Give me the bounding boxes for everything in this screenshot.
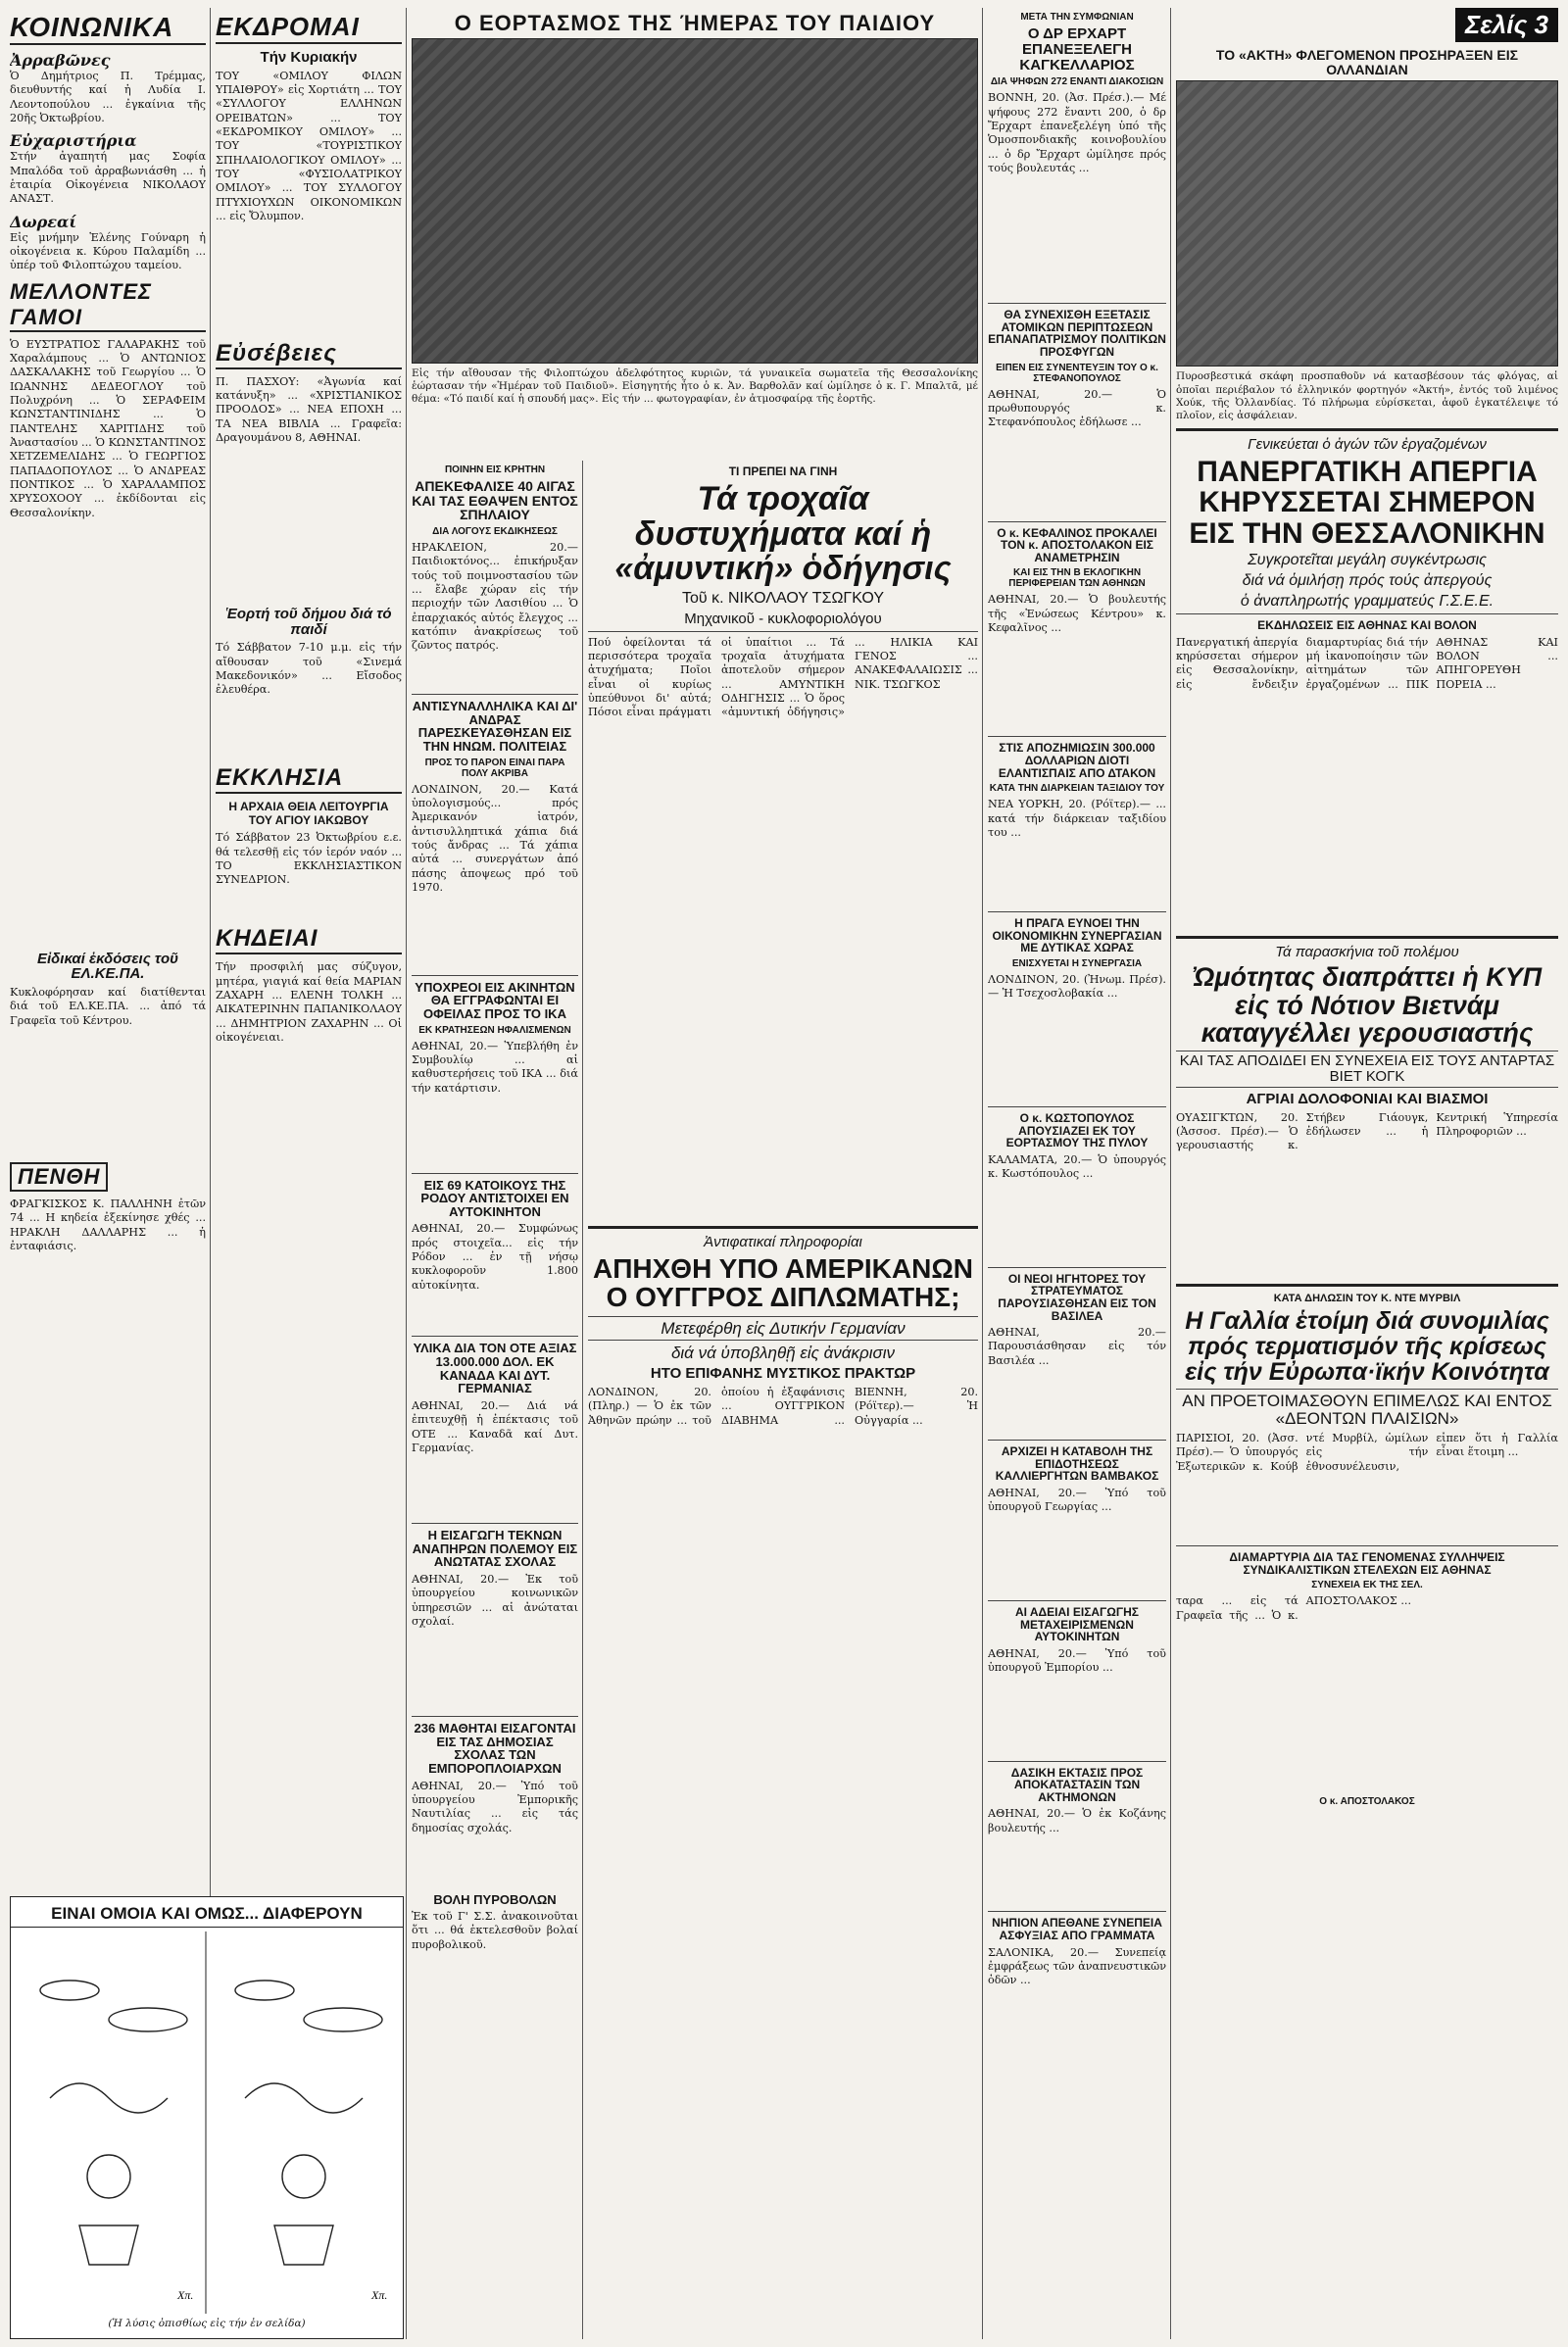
article-text: Ὁ ΕΥΣΤΡΑΤΙΟΣ ΓΑΛΑΡΑΚΗΣ τοῦ Χαραλάμπους ... Ὁ ΑΝΤΩΝΙΟΣ ΔΑΣΚΑΛΑΚΗΣ τοῦ Γεωργίου ... Ὁ ΙΩΑΝΝΗΣ ΔΕΔΕΟΓΛΟΥ τοῦ Πολυχρόνη ... Ὁ ΣΕΡΑΦΕΙΜ ΚΩΝΣΤΑΝΤΙΝΙΔΗΣ ... Ὁ ΠΑΝΤΕΛΗΣ ΧΑΡΙΤΙΔΗΣ τοῦ Ἀναστασίου ... Ὁ ΚΩΝΣΤΑΝΤΙΝΟΣ ΧΕΤΖΕΜΕΛΙΔΗΣ ... Ὁ ΓΕΩΡΓΙΟΣ ΠΑΠΑΔΟΠΟΥΛΟΣ ... Ὁ ΑΝΔΡΕΑΣ ΠΟΝΤΙΚΟΣ ... Ὁ ΧΑΡΑΛΑΜΠΟΣ ΧΡΥΣΟΧΟΟΥ ... ἐκδίδονται εἰς Θεσσαλονίκην. — [10, 337, 206, 519]
kicker: ΜΕΤΑ ΤΗΝ ΣΥΜΦΩΝΙΑΝ — [1020, 12, 1134, 23]
divider — [988, 736, 1166, 737]
subsection-title: Ἀρραβῶνες — [10, 51, 111, 70]
divider — [412, 975, 578, 976]
article-text: Ἐκ τοῦ Γ' Σ.Σ. ἀνακοινοῦται ὅτι ... θά ἐκτελεσθοῦν βολαί πυροβολικοῦ. — [412, 1910, 578, 1951]
divider — [412, 1716, 578, 1717]
divider — [588, 1226, 978, 1229]
article-text: ΝΕΑ ΥΟΡΚΗ, 20. (Ρόϊτερ).— ... κατά τήν διάρκειαν ταξιδίου του ... — [988, 798, 1166, 839]
byline: Τοῦ κ. ΝΙΚΟΛΑΟΥ ΤΣΩΓΚΟΥ — [681, 590, 885, 608]
cartoon-panel — [10, 1896, 404, 2339]
cartoon-caption: (Ἡ λύσις ὀπισθίως εἰς τήν ἐν σελίδα) — [108, 2317, 306, 2329]
page-number-box: Σελίς 3 — [1455, 8, 1558, 42]
headline: ΤΟ «ΑΚΤΗ» ΦΛΕΓΟΜΕΝΟΝ ΠΡΟΣΗΡΑΞΕΝ ΕΙΣ ΟΛΛΑΝΔΙΑΝ — [1215, 47, 1519, 77]
headline: ΘΑ ΣΥΝΕΧΙΣΘΗ ΕΞΕΤΑΣΙΣ ΑΤΟΜΙΚΩΝ ΠΕΡΙΠΤΩΣΕΩΝ ΕΠΑΝΑΠΑΤΡΙΣΜΟΥ ΠΟΛΙΤΙΚΩΝ ΠΡΟΣΦΥΓΩΝ — [988, 308, 1166, 360]
subheadline: ΕΚ ΚΡΑΤΗΣΕΩΝ ΗΦΑΛΙΣΜΕΝΩΝ — [418, 1024, 571, 1036]
article-text: ΑΘΗΝΑΙ, 20.— Ὁ βουλευτής τῆς «Ἑνώσεως Κέντρου» κ. Κεφαλῖνος ... — [988, 593, 1166, 635]
headline: Ο ΕΟΡΤΑΣΜΟΣ ΤΗΣ ΉΜΕΡΑΣ ΤΟΥ ΠΑΙΔΙΟΥ — [454, 11, 936, 35]
divider — [412, 1336, 578, 1337]
subheadline: ΕΙΠΕΝ ΕΙΣ ΣΥΝΕΝΤΕΥΞΙΝ ΤΟΥ Ο κ. ΣΤΕΦΑΝΟΠΟΥΛΟΣ — [996, 362, 1158, 384]
article-text: ΛΟΝΔΙΝΟΝ, 20. (Ἠνωμ. Πρέσ).— Ἡ Τσεχοσλοβακία ... — [988, 972, 1166, 1001]
headline: ΒΟΛΗ ΠΥΡΟΒΟΛΩΝ — [433, 1891, 557, 1907]
subheadline: ΑΓΡΙΑΙ ΔΟΛΟΦΟΝΙΑΙ ΚΑΙ ΒΙΑΣΜΟΙ — [1246, 1090, 1489, 1107]
article-text: ταρα ... εἰς τά Γραφεῖα τῆς ... Ὁ κ. ΑΠΟΣΤΟΛΑΚΟΣ ... — [1176, 1594, 1412, 1622]
article-text: ΟΥΑΣΙΓΚΤΩΝ, 20. (Ἀσσοσ. Πρέσ).— Ὁ γερουσιαστής κ. Στήβεν Γιάουγκ, ἐδήλωσεν ... ἡ Κεντρική Ὑπηρεσία Πληροφοριῶν ... — [1176, 1110, 1558, 1152]
headline: Ο ΔΡ ΕΡΧΑΡΤ ΕΠΑΝΕΞΕΛΕΓΗ ΚΑΓΚΕΛΛΑΡΙΟΣ — [1019, 25, 1135, 73]
article-text: ΒΟΝΝΗ, 20. (Ἀσ. Πρέσ.).— Μέ ψήφους 272 ἔναντι 200, ὁ δρ Ἔρχαρτ ἐπανεξελέγη ὑπό τῆς Ὁμοσπονδιακῆς κοινοβουλίου ... ὁ δρ Ἔρχαρτ ὡμίλησε πρός τούς βουλευτάς ... — [988, 91, 1166, 174]
subsection-title: Δωρεαί — [10, 212, 77, 231]
divider — [988, 1911, 1166, 1912]
headline: Η ΕΙΣΑΓΩΓΗ ΤΕΚΝΩΝ ΑΝΑΠΗΡΩΝ ΠΟΛΕΜΟΥ ΕΙΣ ΑΝΩΤΑΤΑΣ ΣΧΟΛΑΣ — [412, 1528, 578, 1570]
subheadline: ΔΙΑ ΨΗΦΩΝ 272 ΕΝΑΝΤΙ ΔΙΑΚΟΣΙΩΝ — [990, 76, 1164, 88]
divider — [988, 1600, 1166, 1601]
headline: ΑΠΕΚΕΦΑΛΙΣΕ 40 ΑΙΓΑΣ ΚΑΙ ΤΑΣ ΕΘΑΨΕΝ ΕΝΤΟΣ ΣΠΗΛΑΙΟΥ — [412, 478, 578, 523]
headline: ΠΑΝΕΡΓΑΤΙΚΗ ΑΠΕΡΓΙΑ ΚΗΡΥΣΣΕΤΑΙ ΣΗΜΕΡΟΝ ΕΙΣ ΤΗΝ ΘΕΣΣΑΛΟΝΙΚΗΝ — [1189, 455, 1545, 550]
cartoon-drawing — [11, 1931, 401, 2314]
kicker: Τά παρασκήνια τοῦ πολέμου — [1275, 943, 1459, 960]
headline: ΣΤΙΣ ΑΠΟΖΗΜΙΩΣΙΝ 300.000 ΔΟΛΛΑΡΙΩΝ ΔΙΟΤΙ ΕΛΑΝΤΙΣΠΑΙΣ ΑΠΟ ΔΤΑΚΟΝ — [998, 741, 1156, 780]
divider — [412, 694, 578, 695]
article-text: ΛΟΝΔΙΝΟΝ, 20. (Πληρ.) — Ὁ ἐκ τῶν Ἀθηνῶν πρώην ... τοῦ ὁποίου ἡ ἐξαφάνισις ... ΟΥΓΓΡΙΚΟΝ ΔΙΑΒΗΜΑ ... ΒΙΕΝΝΗ, 20. (Ρόϊτερ).— Ἡ Οὐγγαρία ... — [588, 1385, 978, 1427]
section-title-ekklisia: ΕΚΚΛΗΣΙΑ — [216, 764, 402, 794]
headline: Ο κ. ΚΩΣΤΟΠΟΥΛΟΣ ΑΠΟΥΣΙΑΖΕΙ ΕΚ ΤΟΥ ΕΟΡΤΑΣΜΟΥ ΤΗΣ ΠΥΛΟΥ — [1005, 1110, 1149, 1150]
article-text: Τό Σάββατον 23 Ὀκτωβρίου ε.ε. θά τελεσθῇ εἰς τόν ἱερόν ναόν ... ΤΟ ΕΚΚΛΗΣΙΑΣΤΙΚΟΝ ΣΥΝΕΔΡΙΟΝ. — [216, 831, 402, 887]
article-text: ΑΘΗΝΑΙ, 20.— Ὑπεβλήθη ἐν Συμβουλίῳ ... αἱ καθυστερήσεις τοῦ ΙΚΑ ... διά τήν κατάρτισιν. — [412, 1039, 578, 1095]
article-text: ΛΟΝΔΙΝΟΝ, 20.— Κατά ὑπολογισμούς... πρός Ἀμερικανόν ἰατρόν, ἀντισυλληπτικά χάπια διά τούς ἄνδρας ... Τά χάπια αὐτά ... συνεργάτων ἀπό πάσης ἀποψεως πρό τοῦ 1970. — [412, 782, 578, 894]
subsection-title: Η ΑΡΧΑΙΑ ΘΕΙΑ ΛΕΙΤΟΥΡΓΙΑ ΤΟΥ ΑΓΙΟΥ ΙΑΚΩΒΟΥ — [228, 800, 389, 828]
photo-caption: Εἰς τήν αἴθουσαν τῆς Φιλοπτώχου ἀδελφότητος κυριῶν, τά γυναικεῖα σωματεῖα τῆς Θεσσαλονίκης ἑώρτασαν τήν «Ἡμέραν τοῦ Παιδιοῦ». Εἰσηγητής ἦτο ὁ κ. Ἀν. Βαρθολᾶν καί ὡμίλησε ὁ κ. Γ. Μπαλτᾶ, μέ θέμα: «Τό παιδί καί ἡ σπουδή μας». Εἰς τήν ... φωτογραφίαν, ἐν ἀτμοσφαίρᾳ τῆς ἑορτῆς. — [412, 367, 978, 406]
article-text: ΑΘΗΝΑΙ, 20.— Διά νά ἐπιτευχθῇ ἡ ἐπέκτασις τοῦ ΟΤΕ ... Καναδᾶ καί Δυτ. Γερμανίας. — [412, 1399, 578, 1455]
divider — [988, 911, 1166, 912]
subheadline: ΚΑΙ ΕΙΣ ΤΗΝ Β ΕΚΛΟΓΙΚΗΝ ΠΕΡΙΦΕΡΕΙΑΝ ΤΩΝ ΑΘΗΝΩΝ — [1008, 567, 1146, 590]
article-text: Ὁ Δημήτριος Π. Τρέμμας, διευθυντής καί ἡ Λυδία Ι. Λεοντοπούλου ... ἐγκαίνια τῆς 20ῆς Ὀκτωβρίου. — [10, 70, 206, 124]
kicker: ΤΙ ΠΡΕΠΕΙ ΝΑ ΓΙΝΗ — [728, 465, 838, 478]
headline: Η Γαλλία ἑτοίμη διά συνομιλίας πρός τερματισμόν τῆς κρίσεως εἰς τήν Εὐρωπα·ϊκήν Κοινότητα — [1185, 1306, 1549, 1387]
headline: ΥΛΙΚΑ ΔΙΑ ΤΟΝ ΟΤΕ ΑΞΙΑΣ 13.000.000 ΔΟΛ. ΕΚ ΚΑΝΑΔΑ ΚΑΙ ΔΥΤ. ΓΕΡΜΑΝΙΑΣ — [413, 1341, 577, 1396]
subheadline: Μετεφέρθη εἰς Δυτικήν Γερμανίαν — [588, 1316, 978, 1342]
subheadline: ὁ ἀναπληρωτής γραμματεύς Γ.Σ.Ε.Ε. — [1176, 594, 1558, 614]
subheadline: διά νά ὁμιλήσῃ πρός τούς ἀπεργούς — [1242, 571, 1493, 589]
article-traffic — [588, 461, 978, 1210]
article-text: ΑΘΗΝΑΙ, 20.— Ὑπό τοῦ ὑπουργοῦ Γεωργίας ... — [988, 1486, 1166, 1514]
column-news-b — [988, 8, 1166, 2339]
section-title-eusebeis: Εὐσέβειες — [216, 340, 402, 369]
section-title-kideiai: ΚΗΔΕΙΑΙ — [216, 925, 402, 954]
article-text: ΑΘΗΝΑΙ, 20.— Συμφώνως πρός στοιχεῖα... εἰς τήν Ρόδον ... ἐν τῇ νήσῳ κυκλοφοροῦν 1.800 αὐτοκίνητα. — [412, 1222, 578, 1292]
kicker: ΚΑΤΑ ΔΗΛΩΣΙΝ ΤΟΥ Κ. ΝΤΕ ΜΥΡΒΙΛ — [1273, 1292, 1461, 1304]
kicker: Ἀντιφατικαί πληροφορίαι — [704, 1234, 862, 1250]
headline: 236 ΜΑΘΗΤΑΙ ΕΙΣΑΓΟΝΤΑΙ ΕΙΣ ΤΑΣ ΔΗΜΟΣΙΑΣ ΣΧΟΛΑΣ ΤΩΝ ΕΜΠΟΡΟΠΛΟΙΑΡΧΩΝ — [414, 1720, 576, 1776]
headline: Τά τροχαῖα δυστυχήματα καί ἡ «ἀμυντική» ὁδήγησις — [614, 480, 952, 588]
subheadline: ΚΑΙ ΤΑΣ ΑΠΟΔΙΔΕΙ ΕΝ ΣΥΝΕΧΕΙΑ ΕΙΣ ΤΟΥΣ ΑΝΤΑΡΤΑΣ ΒΙΕΤ ΚΟΓΚ — [1176, 1051, 1558, 1088]
article-text: ΚΑΛΑΜΑΤΑ, 20.— Ὁ ὑπουργός κ. Κωστόπουλος ... — [988, 1152, 1166, 1181]
headline: ΔΑΣΙΚΗ ΕΚΤΑΣΙΣ ΠΡΟΣ ΑΠΟΚΑΤΑΣΤΑΣΙΝ ΤΩΝ ΑΚΤΗΜΟΝΩΝ — [1010, 1765, 1144, 1804]
section-title-penthi: ΠΕΝΘΗ — [10, 1162, 108, 1192]
photo-ship-fire — [1176, 80, 1558, 367]
divider — [988, 521, 1166, 522]
article-text: ΗΡΑΚΛΕΙΟΝ, 20.— Παιδιοκτόνος... ἐπικήρυξαν τούς τοῦ ποιμνοστασίου τῶν ... ἔλαβε χώραν εἰς τήν περιοχήν τῶν Λασιθίου ... Ὁ ἐπαρχιακός αὐτός ἔλεγχος ... κατόπιν ἀνακρίσεως τοῦ ζῶντος πατρός. — [412, 541, 578, 653]
cartoon-title: ΕΙΝΑΙ ΟΜΟΙΑ ΚΑΙ ΟΜΩΣ... ΔΙΑΦΕΡΟΥΝ — [11, 1901, 403, 1928]
article-text: Τήν προσφιλή μας σύζυγον, μητέρα, γιαγιά καί θεία ΜΑΡΙΑΝ ΖΑΧΑΡΗ ... ΕΛΕΝΗ ΤΟΛΚΗ ... ΑΙΚΑΤΕΡΙΝΗΝ ΠΑΠΑΝΙΚΟΛΑΟΥ ... ΔΗΜΗΤΡΙΟΝ ΖΑΧΑΡΗΝ ... Οἱ οἰκογένειαι. — [216, 960, 402, 1044]
headline: ΕΙΣ 69 ΚΑΤΟΙΚΟΥΣ ΤΗΣ ΡΟΔΟΥ ΑΝΤΙΣΤΟΙΧΕΙ ΕΝ ΑΥΤΟΚΙΝΗΤΟΝ — [420, 1177, 569, 1219]
article-text: Τό Σάββατον 7-10 μ.μ. εἰς τήν αἴθουσαν τοῦ «Σινεμά Μακεδονικόν» ... Εἴσοδος ἐλευθέρα. — [216, 641, 402, 697]
column-right — [1176, 8, 1558, 2339]
article-text: ΑΘΗΝΑΙ, 20.— Ὁ πρωθυπουργός κ. Στεφανόπουλος ἐδήλωσε ... — [988, 387, 1166, 429]
headline: ΔΙΑΜΑΡΤΥΡΙΑ ΔΙΑ ΤΑΣ ΓΕΝΟΜΕΝΑΣ ΣΥΛΛΗΨΕΙΣ ΣΥΝΔΙΚΑΛΙΣΤΙΚΩΝ ΣΤΕΛΕΧΩΝ ΕΙΣ ΑΘΗΝΑΣ — [1229, 1549, 1505, 1577]
article-text: ΑΘΗΝΑΙ, 20.— Ἐκ τοῦ ὑπουργείου κοινωνικῶν ὑπηρεσιῶν ... αἱ ἀνώταται σχολαί. — [412, 1572, 578, 1628]
article-text: ΤΟΥ «ΟΜΙΛΟΥ ΦΙΛΩΝ ΥΠΑΙΘΡΟΥ» εἰς Χορτιάτη ... ΤΟΥ «ΣΥΛΛΟΓΟΥ ΕΛΛΗΝΩΝ ΟΡΕΙΒΑΤΩΝ» ... ΤΟΥ «ΕΚΔΡΟΜΙΚΟΥ ΟΜΙΛΟΥ» ... ΤΟΥ «ΤΟΥΡΙΣΤΙΚΟΥ ΣΠΗΛΑΙΟΛΟΓΙΚΟΥ ΟΜΙΛΟΥ» ... ΤΟΥ «ΦΥΣΙΟΛΑΤΡΙΚΟΥ ΟΜΙΛΟΥ» ... ΤΟΥ ΣΥΛΛΟΓΟΥ ΠΤΥΧΙΟΥΧΩΝ ΟΙΚΟΝΟΜΙΚΩΝ ... εἰς Ὄλυμπον. — [216, 69, 402, 223]
article-text: Π. ΠΑΣΧΟΥ: «Ἀγωνία καί κατάνυξη» ... «ΧΡΙΣΤΙΑΝΙΚΟΣ ΠΡΟΟΔΟΣ» ... ΝΕΑ ΕΠΟΧΗ ... ΤΑ ΝΕΑ ΒΙΒΛΙΑ ... Γραφεῖα: Δραγουμάνου 8, ΑΘΗΝΑΙ. — [216, 374, 402, 445]
article-text: ΣΑΛΟΝΙΚΑ, 20.— Συνεπείᾳ ἐμφράξεως τῶν ἀναπνευστικῶν ὁδῶν ... — [988, 1945, 1166, 1987]
subheadline: ΠΡΟΣ ΤΟ ΠΑΡΟΝ ΕΙΝΑΙ ΠΑΡΑ ΠΟΛΥ ΑΚΡΙΒΑ — [424, 757, 565, 779]
divider — [1176, 428, 1558, 431]
headline: ΑΡΧΙΖΕΙ Η ΚΑΤΑΒΟΛΗ ΤΗΣ ΕΠΙΔΟΤΗΣΕΩΣ ΚΑΛΛΙΕΡΓΗΤΩΝ ΒΑΜΒΑΚΟΣ — [995, 1444, 1159, 1484]
column-divider — [982, 8, 983, 2339]
article-text: Εἰς μνήμην Ἑλένης Γούναρη ἡ οἰκογένεια κ. Κύρου Παλαμίδη ... ὑπέρ τοῦ Φιλοπτώχου ταμείου. — [10, 230, 206, 272]
photo-label: Ο κ. ΑΠΟΣΤΟΛΑΚΟΣ — [1319, 1796, 1415, 1808]
divider — [412, 1523, 578, 1524]
divider — [1176, 1545, 1558, 1546]
headline: ΑΙ ΑΔΕΙΑΙ ΕΙΣΑΓΩΓΗΣ ΜΕΤΑΧΕΙΡΙΣΜΕΝΩΝ ΑΥΤΟΚΙΝΗΤΩΝ — [1015, 1604, 1139, 1644]
article-text: ΠΑΡΙΣΙΟΙ, 20. (Ἀσσ. Πρέσ).— Ὁ ὑπουργός Ἐξωτερικῶν κ. Κούβ ντέ Μυρβίλ, ὡμίλων εἰς τήν ἐθνοσυνέλευσιν, εἶπεν ὅτι ἡ Γαλλία εἶναι ἕτοιμη ... — [1176, 1431, 1558, 1473]
subsection-title: Εἰδικαί ἐκδόσεις τοῦ ΕΛ.ΚΕ.ΠΑ. — [36, 950, 179, 983]
subheadline: ΕΚΔΗΛΩΣΕΙΣ ΕΙΣ ΑΘΗΝΑΣ ΚΑΙ ΒΟΛΟΝ — [1257, 617, 1477, 632]
subheadline: Συγκροτεῖται μεγάλη συγκέντρωσις — [1248, 552, 1487, 569]
subheadline: ΣΥΝΕΧΕΙΑ ΕΚ ΤΗΣ ΣΕΛ. — [1311, 1580, 1423, 1591]
headline: Ὠμότητας διαπράττει ἡ ΚΥΠ εἰς τό Νότιον Βιετνάμ καταγγέλλει γερουσιαστής — [1192, 962, 1543, 1048]
article-text: ΑΘΗΝΑΙ, 20.— Ὑπό τοῦ ὑπουργοῦ Ἐμπορίου ... — [988, 1646, 1166, 1675]
divider — [988, 1440, 1166, 1441]
article-text: Πού ὀφείλονται τά περισσότερα τροχαῖα ἀτυχήματα; Ποῖοι εἶναι οἱ κυρίως ὑπεύθυνοι δι' αὐτά; Πόσοι εἶναι πράγματι οἱ ὑπαίτιοι ... Τά τροχαῖα ἀτυχήματα ἀποτελοῦν σήμερον ... ΑΜΥΝΤΙΚΗ ΟΔΗΓΗΣΙΣ ... Ὁ ὅρος «ἀμυντική ὁδήγησις» ... ΗΛΙΚΙΑ ΚΑΙ ΓΕΝΟΣ ... ΑΝΑΚΕΦΑΛΑΙΩΣΙΣ ... ΝΙΚ. ΤΣΩΓΚΟΣ — [588, 635, 978, 719]
article-text: ΑΘΗΝΑΙ, 20.— Ὁ ἐκ Κοζάνης βουλευτής ... — [988, 1807, 1166, 1834]
subheadline: ΑΝ ΠΡΟΕΤΟΙΜΑΣΘΟΥΝ ΕΠΙΜΕΛΩΣ ΚΑΙ ΕΝΤΟΣ «ΔΕΟΝΤΩΝ ΠΛΑΙΣΙΩΝ» — [1176, 1389, 1558, 1428]
kicker: ΠΟΙΝΗΝ ΕΙΣ ΚΡΗΤΗΝ — [444, 465, 546, 475]
headline: Η ΠΡΑΓΑ ΕΥΝΟΕΙ ΤΗΝ ΟΙΚΟΝΟΜΙΚΗΝ ΣΥΝΕΡΓΑΣΙΑΝ ΜΕ ΔΥΤΙΚΑΣ ΧΩΡΑΣ — [992, 916, 1162, 955]
subheadline: ΗΤΟ ΕΠΙΦΑΝΗΣ ΜΥΣΤΙΚΟΣ ΠΡΑΚΤΩΡ — [650, 1365, 916, 1383]
cartoon-signature: Χπ. — [177, 2287, 194, 2302]
subsection-title: Ἑορτή τοῦ δήμου διά τό παιδί — [225, 605, 392, 638]
headline: ΑΝΤΙΣΥΝΑΛΛΗΛΙΚΑ ΚΑΙ ΔΙ' ΑΝΔΡΑΣ ΠΑΡΕΣΚΕΥΑΣΘΗΣΑΝ ΕΙΣ ΤΗΝ ΗΝΩΜ. ΠΟΛΙΤΕΙΑΣ — [412, 699, 578, 754]
subsection-title: Εὐχαριστήρια — [10, 131, 137, 151]
column-news-a — [412, 461, 578, 2339]
headline: ΟΙ ΝΕΟΙ ΗΓΗΤΟΡΕΣ ΤΟΥ ΣΤΡΑΤΕΥΜΑΤΟΣ ΠΑΡΟΥΣΙΑΣΘΗΣΑΝ ΕΙΣ ΤΟΝ ΒΑΣΙΛΕΑ — [998, 1271, 1156, 1323]
divider — [988, 1761, 1166, 1762]
kicker: Γενικεύεται ὁ ἀγών τῶν ἐργαζομένων — [1248, 435, 1487, 453]
headline: ΝΗΠΙΟΝ ΑΠΕΘΑΝΕ ΣΥΝΕΠΕΙΑ ΑΣΦΥΞΙΑΣ ΑΠΟ ΓΡΑΜΜΑΤΑ — [992, 1916, 1162, 1943]
headline: ΑΠΗΧΘΗ ΥΠΟ ΑΜΕΡΙΚΑΝΩΝ Ο ΟΥΓΓΡΟΣ ΔΙΠΛΩΜΑΤΗΣ; — [592, 1252, 974, 1313]
column-divider — [582, 461, 583, 2339]
photo-children-day — [412, 38, 978, 364]
divider — [988, 1267, 1166, 1268]
divider — [1176, 1284, 1558, 1287]
byline-subtitle: Μηχανικοῦ - κυκλοφοριολόγου — [588, 611, 978, 632]
article-text: Πανεργατική ἀπεργία κηρύσσεται σήμερον εἰς Θεσσαλονίκην, εἰς ἔνδειξιν διαμαρτυρίας διά τήν μή ἱκανοποίησιν τῶν αἰτημάτων τῶν ἐργαζομένων ... ΠΙΚ ΑΘΗΝΑΣ ΚΑΙ ΒΟΛΟΝ ... ΑΠΗΓΟΡΕΥΘΗ ΠΟΡΕΙΑ ... — [1176, 635, 1558, 691]
column-divider — [406, 8, 407, 2339]
divider — [412, 1173, 578, 1174]
article-text: ΑΘΗΝΑΙ, 20.— Παρουσιάσθησαν εἰς τόν Βασιλέα ... — [988, 1326, 1166, 1367]
divider — [988, 1106, 1166, 1107]
cartoon-signature: Χπ. — [371, 2287, 388, 2302]
subheadline: διά νά ὑποβληθῇ εἰς ἀνάκρισιν — [670, 1344, 896, 1363]
headline: Ο κ. ΚΕΦΑΛΙΝΟΣ ΠΡΟΚΑΛΕΙ ΤΟΝ κ. ΑΠΟΣΤΟΛΑΚΟΝ ΕΙΣ ΑΝΑΜΕΤΡΗΣΙΝ — [997, 525, 1157, 564]
subheadline: ΔΙΑ ΛΟΓΟΥΣ ΕΚΔΙΚΗΣΕΩΣ — [432, 526, 558, 538]
subheadline: ΚΑΤΑ ΤΗΝ ΔΙΑΡΚΕΙΑΝ ΤΑΞΙΔΙΟΥ ΤΟΥ — [989, 783, 1165, 795]
column-divider — [1170, 8, 1171, 2339]
article-text: ΦΡΑΓΚΙΣΚΟΣ Κ. ΠΑΛΛΗΝΗ ἐτῶν 74 ... Η κηδεία ἐξεκίνησε χθές ... ΗΡΑΚΛΗ ΔΑΛΛΑΡΗΣ ... ἡ ἐνταφιάσις. — [10, 1198, 206, 1253]
section-title-weddings: ΜΕΛΛΟΝΤΕΣ ΓΑΜΟΙ — [10, 279, 206, 332]
article-text: Κυκλοφόρησαν καί διατίθενται διά τοῦ ΕΛ.ΚΕ.ΠΑ. ... ἀπό τά Γραφεῖα τοῦ Κέντρου. — [10, 986, 206, 1027]
photo-story — [412, 8, 978, 449]
page-number-row — [1176, 8, 1558, 42]
divider — [1176, 936, 1558, 939]
photo-caption: Πυροσβεστικά σκάφη προσπαθοῦν νά κατασβέσουν τάς φλόγας, αἱ ὁποῖαι περιέβαλον τό ἑλληνικόν φορτηγόν «Ἀκτή», ἐντός τοῦ λιμένος Χούκ, τῆς Ὀλλανδίας. Τό πλήρωμα εὑρίσκεται, ἀφοῦ ἐγκατέλειψε τό πλοῖον, εἰς ἀσφάλειαν. — [1176, 370, 1558, 421]
divider — [988, 303, 1166, 304]
article-hungary — [588, 1220, 978, 2339]
article-text: Στήν ἀγαπητή μας Σοφία Μπαλόδα τοῦ ἀρραβωνιάσθη ... ἡ ἑταιρία Οἰκογένεια ΝΙΚΟΛΑΟΥ ΑΝΑΣΤ. — [10, 150, 206, 206]
section-title-ekdromai: ΕΚΔΡΟΜΑΙ — [216, 12, 402, 44]
subheadline: ΕΝΙΣΧΥΕΤΑΙ Η ΣΥΝΕΡΓΑΣΙΑ — [1011, 957, 1143, 969]
headline: ΥΠΟΧΡΕΟΙ ΕΙΣ ΑΚΙΝΗΤΩΝ ΘΑ ΕΓΓΡΑΦΩΝΤΑΙ ΕΙ ΟΦΕΙΛΑΣ ΠΡΟΣ ΤΟ ΙΚΑ — [415, 979, 575, 1021]
section-title-koinonika: ΚΟΙΝΩΝΙΚΑ — [10, 12, 206, 45]
article-text: ΑΘΗΝΑΙ, 20.— Ὑπό τοῦ ὑπουργείου Ἐμπορικῆς Ναυτιλίας ... εἰς τάς δημοσίας σχολάς. — [412, 1779, 578, 1834]
subsection-title: Τήν Κυριακήν — [260, 49, 358, 66]
